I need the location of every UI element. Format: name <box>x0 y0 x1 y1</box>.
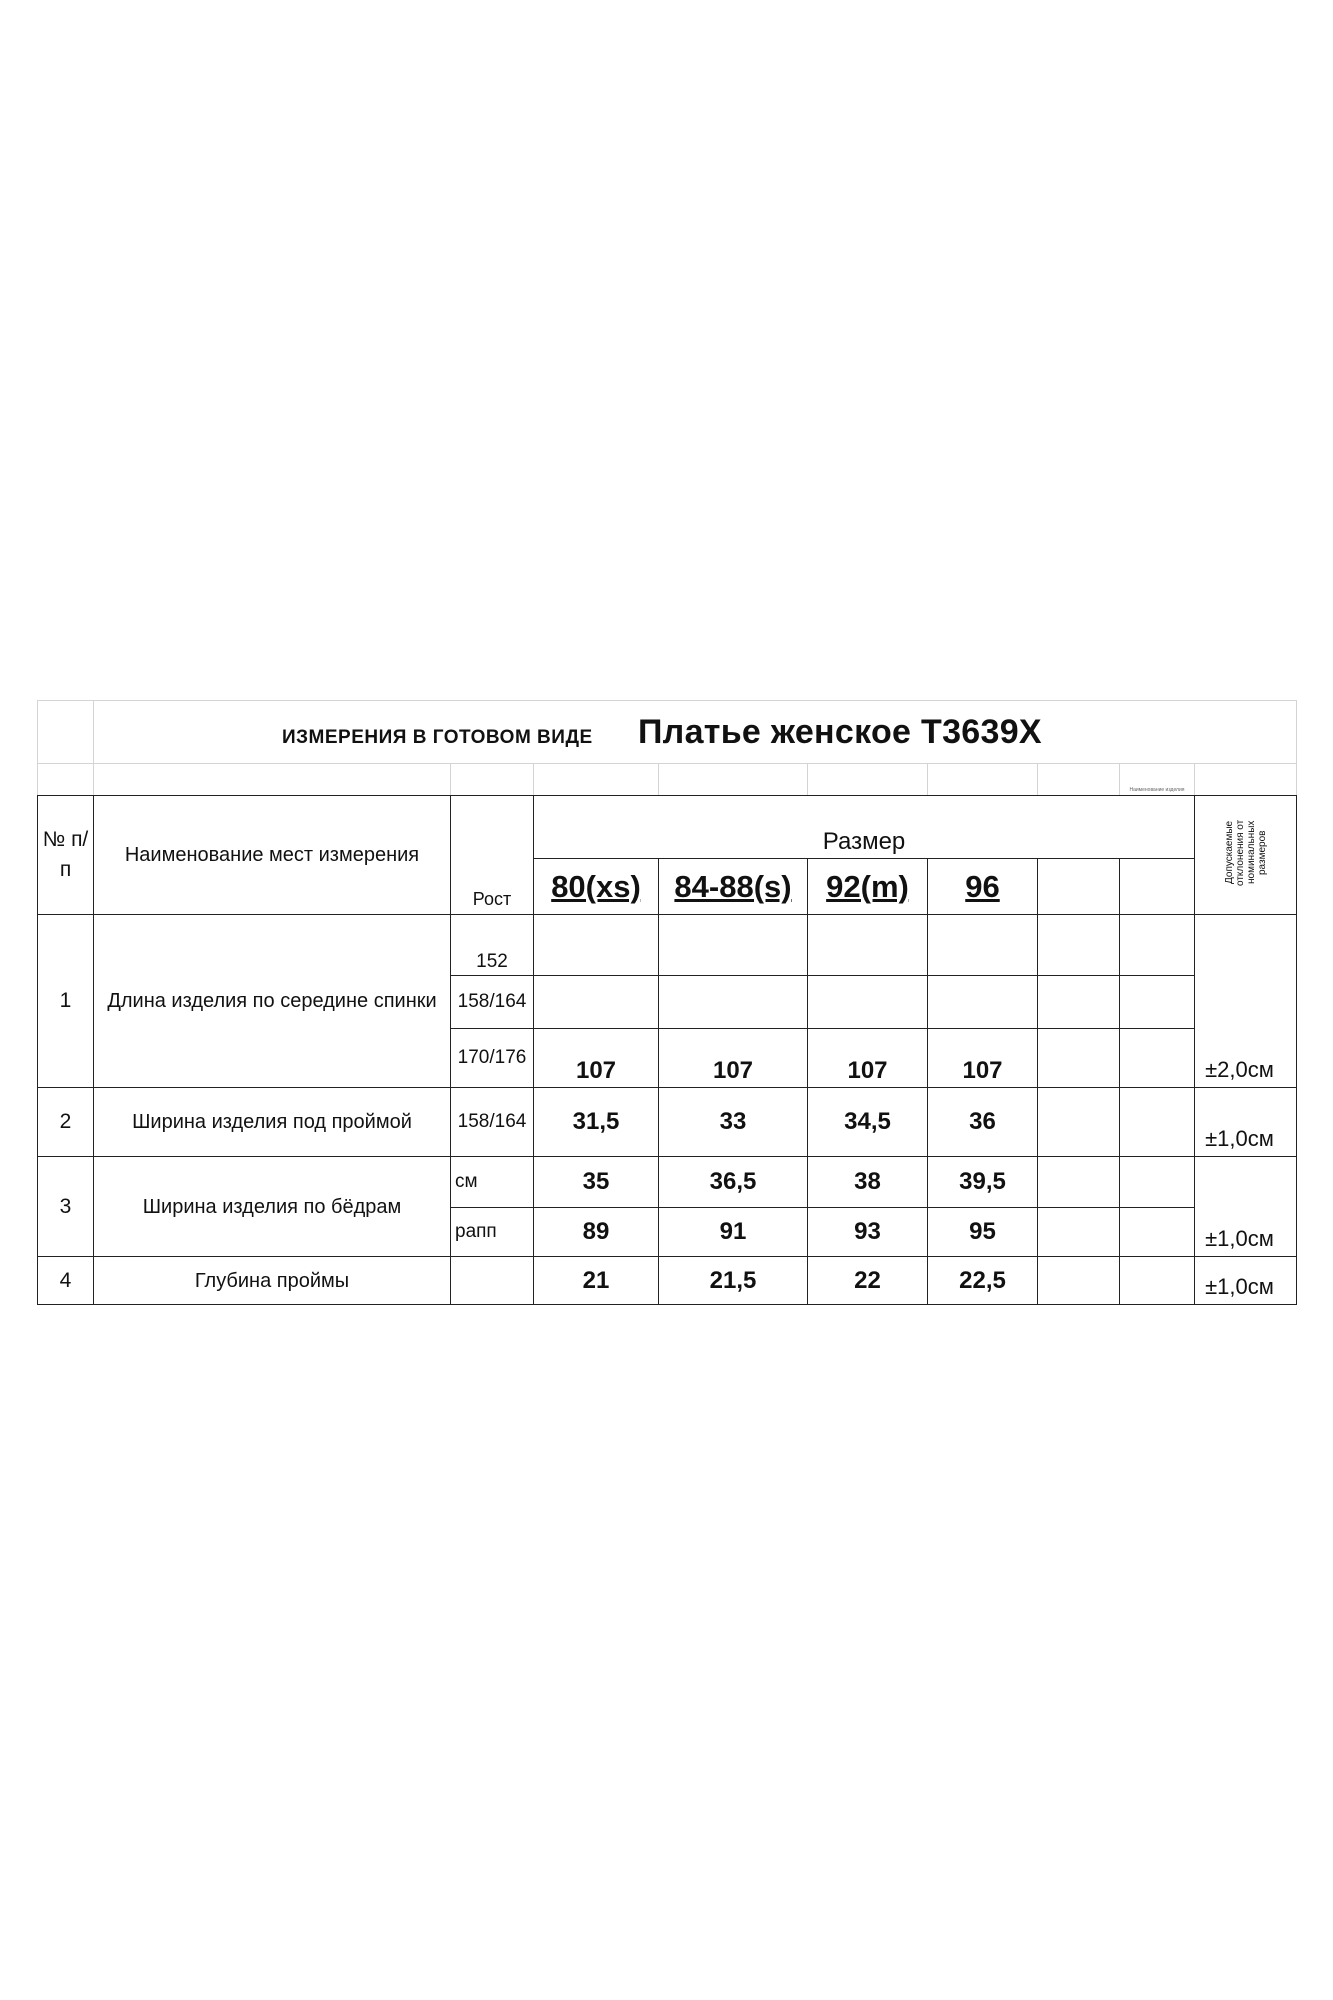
value-cell: 21,5 <box>659 1257 808 1305</box>
row-num: 3 <box>38 1157 94 1257</box>
page-title <box>94 701 1297 764</box>
value-cell: 107 <box>659 1029 808 1088</box>
col-header-name: Наименование мест измерения <box>94 796 451 915</box>
col-header-num: № п/п <box>38 796 94 915</box>
size-header-96: 96 <box>928 859 1038 915</box>
value-cell: 36 <box>928 1088 1038 1157</box>
row-num: 4 <box>38 1257 94 1305</box>
value-cell: 89 <box>534 1208 659 1257</box>
value-cell: 95 <box>928 1208 1038 1257</box>
row-height: 152 <box>451 915 534 976</box>
row-height <box>451 1257 534 1305</box>
row-tolerance: ±1,0см <box>1195 1157 1297 1257</box>
value-cell: 107 <box>928 1029 1038 1088</box>
value-cell: 33 <box>659 1088 808 1157</box>
value-cell: 22,5 <box>928 1257 1038 1305</box>
table-row <box>38 915 1297 976</box>
value-cell: 35 <box>534 1157 659 1208</box>
tiny-note: Наименование изделия <box>1120 764 1195 796</box>
col-header-tolerance-cell <box>1195 796 1297 915</box>
value-cell: 36,5 <box>659 1157 808 1208</box>
measurement-sheet <box>37 700 1296 1301</box>
row-tolerance: ±1,0см <box>1195 1088 1297 1157</box>
size-header-xs: 80(xs) <box>534 859 659 915</box>
table-row <box>38 1157 1297 1208</box>
size-header-m: 92(m) <box>808 859 928 915</box>
measurement-table <box>37 795 1297 1305</box>
row-tolerance: ±2,0см <box>1195 915 1297 1088</box>
table-row <box>38 1088 1297 1157</box>
row-unit: рапп <box>451 1208 534 1257</box>
value-cell: 38 <box>808 1157 928 1208</box>
value-cell: 22 <box>808 1257 928 1305</box>
row-name: Ширина изделия под проймой <box>94 1088 451 1157</box>
row-num: 2 <box>38 1088 94 1157</box>
row-num: 1 <box>38 915 94 1088</box>
value-cell: 91 <box>659 1208 808 1257</box>
row-tolerance: ±1,0см <box>1195 1257 1297 1305</box>
measurements-label: ИЗМЕРЕНИЯ В ГОТОВОМ ВИДЕ <box>282 726 593 748</box>
value-cell: 21 <box>534 1257 659 1305</box>
row-height: 158/164 <box>451 1088 534 1157</box>
col-header-size-group: Размер <box>534 796 1195 859</box>
row-name: Длина изделия по середине спинки <box>94 915 451 1088</box>
row-unit: см <box>451 1157 534 1208</box>
row-name: Ширина изделия по бёдрам <box>94 1157 451 1257</box>
product-title: Платье женское Т3639Х <box>637 712 1042 751</box>
value-cell: 107 <box>534 1029 659 1088</box>
col-header-height: Рост <box>451 796 534 915</box>
row-height: 158/164 <box>451 976 534 1029</box>
value-cell: 31,5 <box>534 1088 659 1157</box>
value-cell: 93 <box>808 1208 928 1257</box>
row-height: 170/176 <box>451 1029 534 1088</box>
size-header-s: 84-88(s) <box>659 859 808 915</box>
value-cell: 34,5 <box>808 1088 928 1157</box>
title-corner-cell <box>38 701 94 764</box>
title-grid <box>37 700 1297 796</box>
value-cell: 107 <box>808 1029 928 1088</box>
col-header-tolerance: Допускаемые отклонения от номинальных размеров <box>1223 819 1268 886</box>
value-cell: 39,5 <box>928 1157 1038 1208</box>
table-row <box>38 1257 1297 1305</box>
row-name: Глубина проймы <box>94 1257 451 1305</box>
